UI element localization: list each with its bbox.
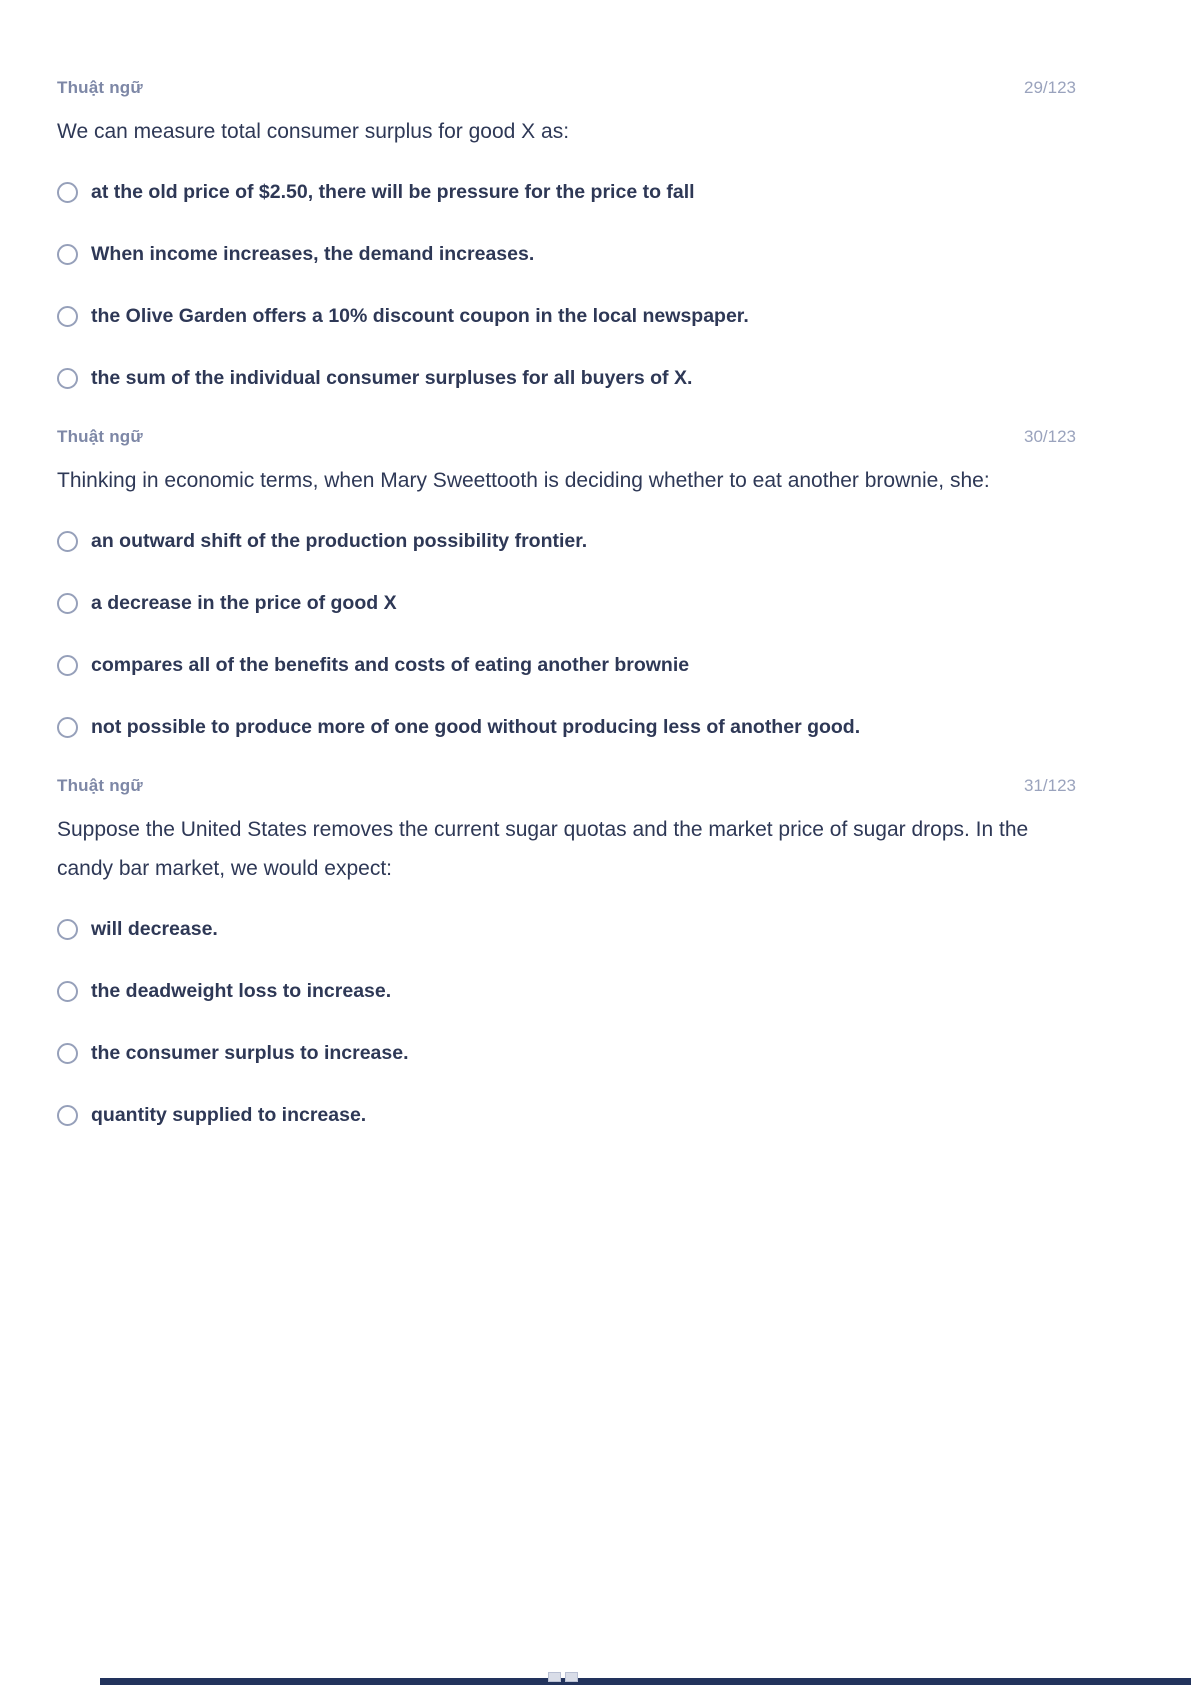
question-header — [57, 427, 1076, 447]
option-label: will decrease. — [91, 918, 218, 940]
radio-button-icon[interactable] — [57, 368, 78, 389]
question-counter: 30/123 — [1024, 427, 1076, 446]
option-row[interactable] — [57, 1040, 1076, 1066]
options-list — [57, 912, 1076, 1128]
option-label: the Olive Garden offers a 10% discount coupon in the local newspaper. — [91, 305, 749, 327]
radio-button-icon[interactable] — [57, 531, 78, 552]
radio-button-icon[interactable] — [57, 1043, 78, 1064]
question-block-29 — [57, 78, 1076, 391]
option-row[interactable] — [57, 241, 1076, 267]
radio-button-icon[interactable] — [57, 717, 78, 738]
question-counter: 31/123 — [1024, 776, 1076, 795]
option-row[interactable] — [57, 1102, 1076, 1128]
question-text: Suppose the United States removes the current sugar quotas and the market price of sugar drops. In the candy bar market, we would expect: — [57, 818, 1029, 880]
option-row[interactable] — [57, 179, 1076, 205]
question-block-31 — [57, 776, 1076, 1128]
radio-button-icon[interactable] — [57, 919, 78, 940]
radio-button-icon[interactable] — [57, 981, 78, 1002]
question-text: Thinking in economic terms, when Mary Sweettooth is deciding whether to eat another brownie, she: — [57, 469, 990, 492]
option-label: the sum of the individual consumer surpluses for all buyers of X. — [91, 367, 693, 389]
term-label: Thuật ngữ — [57, 776, 143, 795]
option-row[interactable] — [57, 590, 1076, 616]
question-header — [57, 776, 1076, 796]
option-label: the deadweight loss to increase. — [91, 980, 392, 1002]
footer-bar — [100, 1678, 1191, 1685]
term-label: Thuật ngữ — [57, 427, 143, 446]
option-label: not possible to produce more of one good without producing less of another good. — [91, 716, 861, 738]
question-counter: 29/123 — [1024, 78, 1076, 97]
radio-button-icon[interactable] — [57, 182, 78, 203]
radio-button-icon[interactable] — [57, 593, 78, 614]
option-label: When income increases, the demand increases. — [91, 243, 535, 265]
option-label: compares all of the benefits and costs of eating another brownie — [91, 654, 690, 676]
partial-footer-image — [548, 1672, 578, 1682]
options-list — [57, 524, 1076, 740]
option-label: a decrease in the price of good X — [91, 592, 397, 614]
option-row[interactable] — [57, 652, 1076, 678]
radio-button-icon[interactable] — [57, 655, 78, 676]
radio-button-icon[interactable] — [57, 306, 78, 327]
radio-button-icon[interactable] — [57, 244, 78, 265]
option-row[interactable] — [57, 916, 1076, 942]
partial-image-tile — [565, 1672, 578, 1682]
option-label: the consumer surplus to increase. — [91, 1042, 409, 1064]
option-label: at the old price of $2.50, there will be pressure for the price to fall — [91, 181, 695, 203]
option-row[interactable] — [57, 714, 1076, 740]
options-list — [57, 175, 1076, 391]
option-row[interactable] — [57, 528, 1076, 554]
radio-button-icon[interactable] — [57, 1105, 78, 1126]
option-label: quantity supplied to increase. — [91, 1104, 367, 1126]
option-row[interactable] — [57, 303, 1076, 329]
option-label: an outward shift of the production possibility frontier. — [91, 530, 588, 552]
partial-image-tile — [548, 1672, 561, 1682]
question-header — [57, 78, 1076, 98]
question-block-30 — [57, 427, 1076, 740]
option-row[interactable] — [57, 978, 1076, 1004]
option-row[interactable] — [57, 365, 1076, 391]
question-text: We can measure total consumer surplus for good X as: — [57, 120, 570, 143]
term-label: Thuật ngữ — [57, 78, 143, 97]
